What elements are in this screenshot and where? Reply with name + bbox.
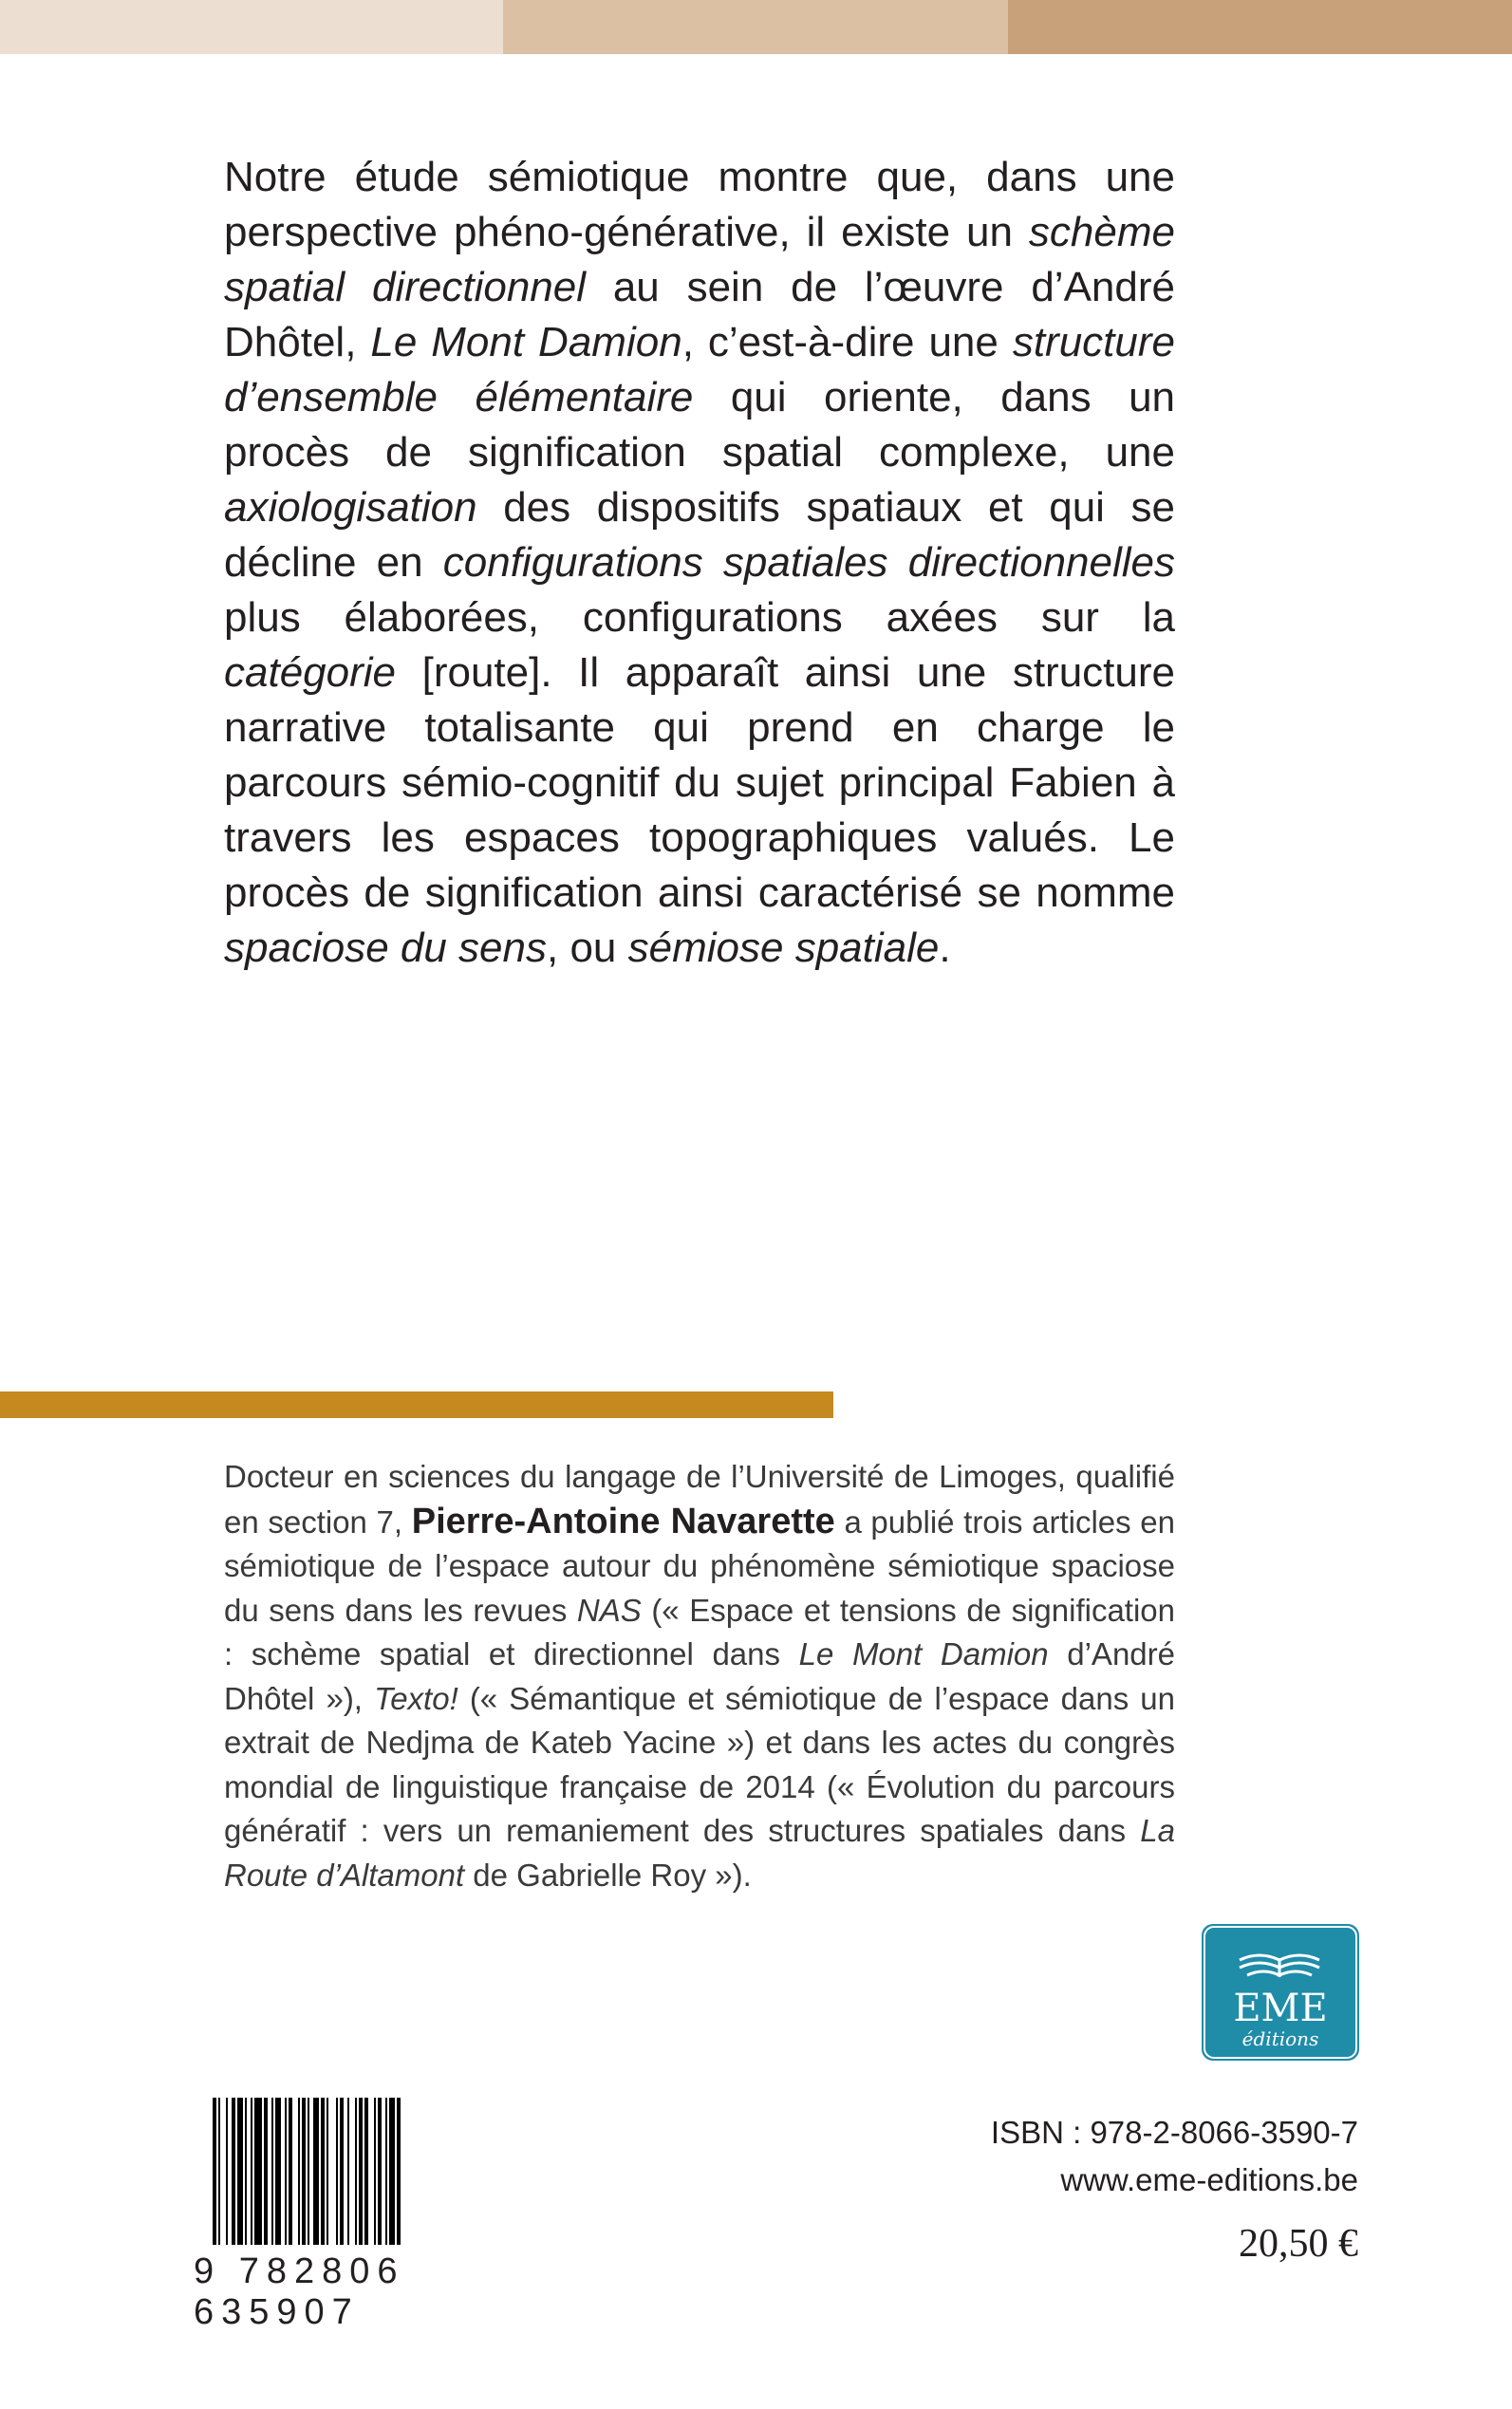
barcode-bar xyxy=(355,2098,357,2245)
barcode-bar xyxy=(313,2098,319,2245)
barcode-bar xyxy=(226,2098,228,2245)
barcode-bar xyxy=(385,2098,387,2245)
barcode-bar xyxy=(232,2098,235,2245)
barcode-bar xyxy=(327,2098,328,2245)
author-name: Pierre-Antoine Navarette xyxy=(411,1501,835,1541)
barcode-bar xyxy=(254,2098,262,2245)
logo-tagline: éditions xyxy=(1241,2027,1319,2050)
barcode-bar xyxy=(251,2098,252,2245)
publisher-logo xyxy=(1202,1924,1359,2061)
barcode-bar xyxy=(347,2098,349,2245)
barcode-bar xyxy=(285,2098,287,2245)
barcode-bar xyxy=(397,2098,401,2245)
barcode-bar xyxy=(218,2098,220,2245)
barcode-bar xyxy=(364,2098,368,2245)
barcode-bar xyxy=(378,2098,382,2245)
barcode-bar xyxy=(340,2098,344,2245)
barcode-digits: 9 782806 635907 xyxy=(194,2251,405,2332)
top-band-light xyxy=(0,0,503,54)
barcode-bar xyxy=(389,2098,395,2245)
author-bio: Docteur en sciences du langage de l’Université de Limoges, qualifié en section 7, Pierre-Antoine Navarette a publié trois articles en sémiotique de l’espace autour du phénomène sémiotique spaciose du sens dans les revues NAS (« Espace et tensions de signification : schème spatial et directionnel dans Le Mont Damion d’André Dhôtel »), Texto! (« Sémantique et sémiotique de l’espace dans un extrait de Nedjma de Kateb Yacine ») et dans les actes du congrès mondial de linguistique française de 2014 (« Évolution du parcours génératif : vers un remaniement des structures spatiales dans La Route d’Altamont de Gabrielle Roy »). xyxy=(224,1459,1176,1893)
website-link[interactable]: www.eme-editions.be xyxy=(1060,2162,1358,2197)
barcode-bar xyxy=(308,2098,309,2245)
isbn: ISBN : 978-2-8066-3590-7 xyxy=(990,2115,1358,2150)
price: 20,50 € xyxy=(1239,2222,1358,2266)
barcode-bar xyxy=(302,2098,306,2245)
barcode-bar xyxy=(245,2098,247,2245)
barcode-bar xyxy=(275,2098,281,2245)
section-divider xyxy=(0,1391,833,1418)
top-band-mid xyxy=(503,0,1008,54)
barcode-bar xyxy=(213,2098,216,2245)
book-summary: Notre étude sémiotique montre que, dans une perspective phéno-générative, il existe un schème spatial directionnel au sein de l’œuvre d’André Dhôtel, Le Mont Damion, c’est-à-dire une structure d’ensemble élémentaire qui oriente, dans un procès de signification spatial complexe, une axiologisation des dispositifs spatiaux et qui se décline en configurations spatiales directionnelles plus élaborées, configurations axées sur la catégorie [route]. Il apparaît ainsi une structure narrative totalisante qui prend en charge le parcours sémio-cognitif du sujet principal Fabien à travers les espaces topographiques valués. Le procès de signification ainsi caractérisé se nomme spaciose du sens, ou sémiose spatiale. xyxy=(224,154,1176,971)
barcode-bar xyxy=(374,2098,376,2245)
barcode-bar xyxy=(298,2098,300,2245)
barcode-bar xyxy=(237,2098,243,2245)
barcode-bar xyxy=(321,2098,325,2245)
top-color-band xyxy=(0,0,1512,54)
barcode-bars xyxy=(213,2098,401,2245)
barcode-bar xyxy=(336,2098,338,2245)
barcode-bar xyxy=(359,2098,363,2245)
barcode-bar xyxy=(289,2098,292,2245)
logo-name: EME xyxy=(1233,1987,1328,2030)
barcode-bar xyxy=(264,2098,268,2245)
top-band-dark xyxy=(1008,0,1512,54)
barcode-bar xyxy=(271,2098,273,2245)
